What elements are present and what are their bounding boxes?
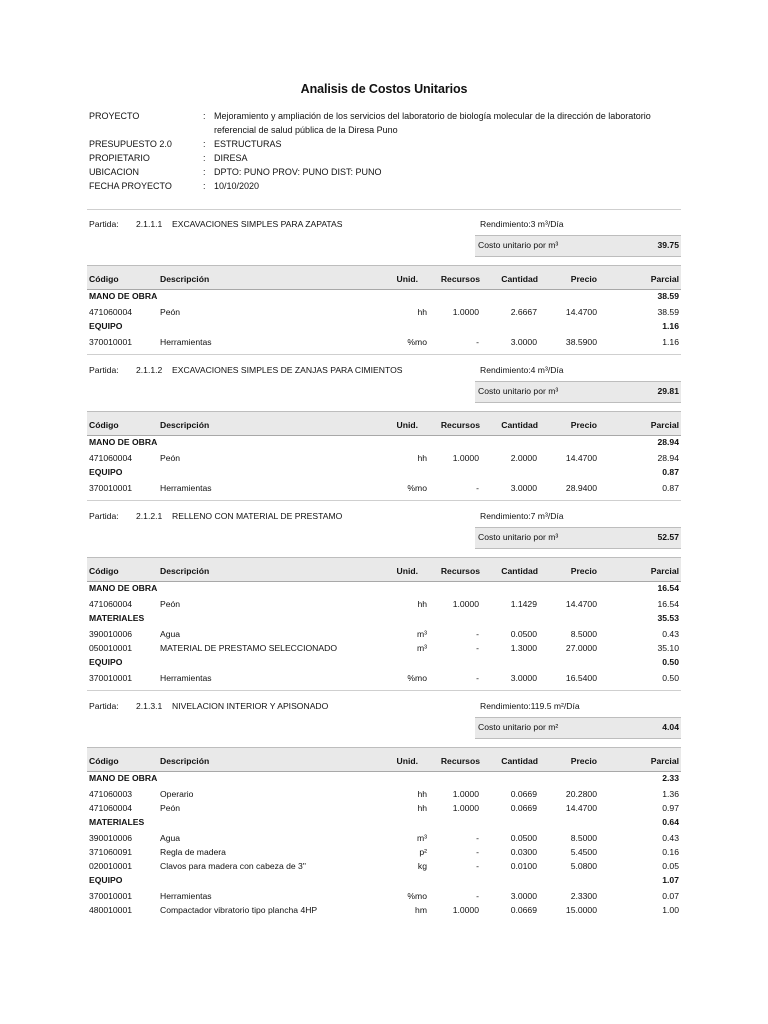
partida-label: Partida:	[89, 365, 119, 375]
partida-description: RELLENO CON MATERIAL DE PRESTAMO	[172, 511, 343, 521]
costo-unitario-value: 39.75	[657, 240, 679, 250]
cell-precio: 20.2800	[565, 789, 597, 799]
cell-recursos: -	[476, 891, 479, 901]
section-divider	[87, 500, 681, 501]
table-row	[87, 905, 681, 919]
cell-precio: 5.0800	[570, 861, 597, 871]
group-parcial: 2.33	[662, 773, 679, 783]
cell-unid: hh	[417, 599, 427, 609]
table-row	[87, 789, 681, 803]
col-codigo-header: Código	[89, 420, 119, 430]
rendimiento: Rendimiento:3 m³/Día	[480, 219, 564, 229]
group-label: MANO DE OBRA	[89, 773, 158, 783]
cell-codigo: 020010001	[89, 861, 133, 871]
cell-unid: p²	[419, 847, 427, 857]
table-row	[87, 803, 681, 817]
costo-unitario-label: Costo unitario por m³	[478, 240, 559, 250]
cell-codigo: 050010001	[89, 643, 133, 653]
cell-descripcion: Peón	[160, 307, 181, 317]
partida-code: 2.1.1.2	[136, 365, 163, 375]
section-divider	[87, 354, 681, 355]
col-parcial-header: Parcial	[650, 756, 679, 766]
cell-unid: m³	[416, 643, 427, 653]
col-recursos-header: Recursos	[440, 420, 480, 430]
rendimiento: Rendimiento:7 m³/Día	[480, 511, 564, 521]
cell-cantidad: 1.1429	[510, 599, 537, 609]
group-parcial: 38.59	[657, 291, 679, 301]
cell-unid: %mo	[407, 673, 427, 683]
cell-parcial: 0.43	[662, 833, 679, 843]
cell-recursos: 1.0000	[452, 599, 479, 609]
header-separator: :	[203, 181, 206, 191]
partida-label: Partida:	[89, 219, 119, 229]
cell-unid: hh	[417, 803, 427, 813]
cell-precio: 2.3300	[570, 891, 597, 901]
header-value: Mejoramiento y ampliación de los servicios del laboratorio de biología molecular de la dirección de laboratorio	[214, 111, 651, 121]
cell-descripcion: Clavos para madera con cabeza de 3"	[160, 861, 306, 871]
cell-precio: 8.5000	[570, 833, 597, 843]
cell-descripcion: Herramientas	[160, 337, 212, 347]
group-parcial: 28.94	[657, 437, 679, 447]
cell-parcial: 0.05	[662, 861, 679, 871]
cell-codigo: 371060091	[89, 847, 133, 857]
cell-unid: hh	[417, 453, 427, 463]
group-label: EQUIPO	[89, 321, 123, 331]
partida-label: Partida:	[89, 701, 119, 711]
col-descripcion-header: Descripción	[160, 274, 210, 284]
group-row	[87, 657, 681, 671]
group-parcial: 16.54	[657, 583, 679, 593]
cell-recursos: -	[476, 861, 479, 871]
cell-cantidad: 3.0000	[510, 337, 537, 347]
partida-description: EXCAVACIONES SIMPLES DE ZANJAS PARA CIMIENTOS	[172, 365, 403, 375]
header-separator: :	[203, 139, 206, 149]
cell-unid: hh	[417, 307, 427, 317]
cell-descripcion: Peón	[160, 803, 181, 813]
col-unid-header: Unid.	[396, 756, 418, 766]
cell-cantidad: 2.0000	[510, 453, 537, 463]
header-separator: :	[203, 111, 206, 121]
group-parcial: 0.87	[662, 467, 679, 477]
cell-recursos: -	[476, 673, 479, 683]
group-label: MATERIALES	[89, 613, 145, 623]
cell-descripcion: Herramientas	[160, 673, 212, 683]
col-recursos-header: Recursos	[440, 274, 480, 284]
cell-codigo: 471060003	[89, 789, 133, 799]
cell-codigo: 390010006	[89, 629, 133, 639]
cell-parcial: 1.16	[662, 337, 679, 347]
costo-unitario-value: 29.81	[657, 386, 679, 396]
costo-unitario-box	[475, 527, 681, 549]
cell-precio: 16.5400	[565, 673, 597, 683]
col-unid-header: Unid.	[396, 274, 418, 284]
table-row	[87, 847, 681, 861]
group-label: EQUIPO	[89, 657, 123, 667]
header-label: UBICACION	[89, 167, 140, 177]
cell-recursos: -	[476, 483, 479, 493]
cell-parcial: 16.54	[657, 599, 679, 609]
header-row	[89, 109, 689, 137]
partida-code: 2.1.2.1	[136, 511, 163, 521]
cell-recursos: -	[476, 629, 479, 639]
cell-cantidad: 3.0000	[510, 483, 537, 493]
header-value: ESTRUCTURAS	[214, 139, 282, 149]
group-label: EQUIPO	[89, 467, 123, 477]
col-precio-header: Precio	[570, 420, 597, 430]
group-row	[87, 583, 681, 597]
table-row	[87, 599, 681, 613]
col-recursos-header: Recursos	[440, 756, 480, 766]
cell-unid: hh	[417, 789, 427, 799]
cell-unid: kg	[417, 861, 427, 871]
cell-recursos: 1.0000	[452, 453, 479, 463]
header-value: DIRESA	[214, 153, 248, 163]
cell-unid: hm	[415, 905, 427, 915]
cell-parcial: 28.94	[657, 453, 679, 463]
cell-precio: 15.0000	[565, 905, 597, 915]
cell-cantidad: 0.0669	[510, 789, 537, 799]
header-row	[89, 165, 689, 179]
cell-recursos: -	[476, 847, 479, 857]
cell-recursos: 1.0000	[452, 789, 479, 799]
cell-parcial: 0.50	[662, 673, 679, 683]
header-label: FECHA PROYECTO	[89, 181, 172, 191]
col-precio-header: Precio	[570, 274, 597, 284]
cell-codigo: 471060004	[89, 599, 133, 609]
cell-codigo: 370010001	[89, 337, 133, 347]
cell-unid: %mo	[407, 891, 427, 901]
col-descripcion-header: Descripción	[160, 420, 210, 430]
header-value: referencial de salud pública de la Diresa Puno	[214, 125, 398, 135]
cell-precio: 27.0000	[565, 643, 597, 653]
project-header	[89, 109, 689, 193]
col-precio-header: Precio	[570, 566, 597, 576]
costo-unitario-value: 4.04	[662, 722, 679, 732]
section-divider	[87, 690, 681, 691]
cell-cantidad: 1.3000	[510, 643, 537, 653]
partida-label: Partida:	[89, 511, 119, 521]
header-row	[89, 151, 689, 165]
table-row	[87, 629, 681, 643]
cell-descripcion: Agua	[160, 833, 181, 843]
cell-precio: 5.4500	[570, 847, 597, 857]
costo-unitario-label: Costo unitario por m³	[478, 386, 559, 396]
cell-precio: 38.5900	[565, 337, 597, 347]
costo-unitario-box	[475, 717, 681, 739]
table-header	[87, 747, 681, 772]
table-row	[87, 453, 681, 467]
table-row	[87, 861, 681, 875]
cell-cantidad: 0.0100	[510, 861, 537, 871]
header-label: PROYECTO	[89, 111, 140, 121]
group-row	[87, 773, 681, 787]
cell-parcial: 38.59	[657, 307, 679, 317]
cell-recursos: -	[476, 833, 479, 843]
cell-parcial: 0.43	[662, 629, 679, 639]
cell-codigo: 390010006	[89, 833, 133, 843]
cell-unid: m³	[416, 629, 427, 639]
col-recursos-header: Recursos	[440, 566, 480, 576]
partida-description: EXCAVACIONES SIMPLES PARA ZAPATAS	[172, 219, 343, 229]
cell-parcial: 0.87	[662, 483, 679, 493]
cell-descripcion: Herramientas	[160, 891, 212, 901]
col-cantidad-header: Cantidad	[501, 420, 538, 430]
cell-precio: 28.9400	[565, 483, 597, 493]
col-unid-header: Unid.	[396, 566, 418, 576]
cell-cantidad: 3.0000	[510, 673, 537, 683]
group-label: EQUIPO	[89, 875, 123, 885]
group-parcial: 1.07	[662, 875, 679, 885]
cell-precio: 8.5000	[570, 629, 597, 639]
group-row	[87, 321, 681, 335]
cell-codigo: 370010001	[89, 483, 133, 493]
header-label: PRESUPUESTO 2.0	[89, 139, 172, 149]
table-row	[87, 673, 681, 687]
group-parcial: 1.16	[662, 321, 679, 331]
cell-parcial: 1.00	[662, 905, 679, 915]
col-unid-header: Unid.	[396, 420, 418, 430]
group-parcial: 0.50	[662, 657, 679, 667]
cell-precio: 14.4700	[565, 803, 597, 813]
cell-codigo: 471060004	[89, 453, 133, 463]
cell-cantidad: 2.6667	[510, 307, 537, 317]
table-row	[87, 337, 681, 351]
cell-unid: m³	[416, 833, 427, 843]
group-label: MANO DE OBRA	[89, 437, 158, 447]
costo-unitario-label: Costo unitario por m²	[478, 722, 559, 732]
costo-unitario-box	[475, 381, 681, 403]
cell-cantidad: 0.0500	[510, 629, 537, 639]
cell-cantidad: 0.0300	[510, 847, 537, 857]
col-codigo-header: Código	[89, 756, 119, 766]
cell-descripcion: Operario	[160, 789, 194, 799]
table-header	[87, 411, 681, 436]
cell-recursos: 1.0000	[452, 905, 479, 915]
table-row	[87, 833, 681, 847]
cell-recursos: 1.0000	[452, 803, 479, 813]
cell-descripcion: Herramientas	[160, 483, 212, 493]
cell-precio: 14.4700	[565, 453, 597, 463]
cell-unid: %mo	[407, 483, 427, 493]
document-title: Analisis de Costos Unitarios	[300, 82, 468, 96]
col-cantidad-header: Cantidad	[501, 274, 538, 284]
cell-codigo: 370010001	[89, 673, 133, 683]
table-row	[87, 643, 681, 657]
col-cantidad-header: Cantidad	[501, 756, 538, 766]
cell-codigo: 471060004	[89, 803, 133, 813]
cell-recursos: -	[476, 643, 479, 653]
group-row	[87, 817, 681, 831]
group-row	[87, 613, 681, 627]
col-parcial-header: Parcial	[650, 566, 679, 576]
table-row	[87, 307, 681, 321]
col-descripcion-header: Descripción	[160, 756, 210, 766]
group-parcial: 0.64	[662, 817, 679, 827]
table-header	[87, 557, 681, 582]
partida-description: NIVELACION INTERIOR Y APISONADO	[172, 701, 329, 711]
cell-cantidad: 0.0500	[510, 833, 537, 843]
group-row	[87, 467, 681, 481]
header-separator: :	[203, 153, 206, 163]
cell-cantidad: 3.0000	[510, 891, 537, 901]
cell-descripcion: Compactador vibratorio tipo plancha 4HP	[160, 905, 318, 915]
group-parcial: 35.53	[657, 613, 679, 623]
group-label: MANO DE OBRA	[89, 583, 158, 593]
group-label: MATERIALES	[89, 817, 145, 827]
col-parcial-header: Parcial	[650, 274, 679, 284]
col-codigo-header: Código	[89, 566, 119, 576]
cell-codigo: 480010001	[89, 905, 133, 915]
cell-recursos: 1.0000	[452, 307, 479, 317]
group-row	[87, 291, 681, 305]
cell-parcial: 1.36	[662, 789, 679, 799]
cell-parcial: 0.16	[662, 847, 679, 857]
cell-codigo: 370010001	[89, 891, 133, 901]
cell-precio: 14.4700	[565, 599, 597, 609]
table-header	[87, 265, 681, 290]
table-row	[87, 891, 681, 905]
cell-precio: 14.4700	[565, 307, 597, 317]
cell-parcial: 0.07	[662, 891, 679, 901]
cell-parcial: 35.10	[657, 643, 679, 653]
header-value: 10/10/2020	[214, 181, 260, 191]
cell-codigo: 471060004	[89, 307, 133, 317]
cell-recursos: -	[476, 337, 479, 347]
group-label: MANO DE OBRA	[89, 291, 158, 301]
cell-cantidad: 0.0669	[510, 803, 537, 813]
cell-cantidad: 0.0669	[510, 905, 537, 915]
header-value: DPTO: PUNO PROV: PUNO DIST: PUNO	[214, 167, 382, 177]
col-parcial-header: Parcial	[650, 420, 679, 430]
partida-code: 2.1.3.1	[136, 701, 163, 711]
costo-unitario-box	[475, 235, 681, 257]
header-row	[89, 137, 689, 151]
cell-descripcion: MATERIAL DE PRESTAMO SELECCIONADO	[160, 643, 337, 653]
costo-unitario-value: 52.57	[657, 532, 679, 542]
col-descripcion-header: Descripción	[160, 566, 210, 576]
rendimiento: Rendimiento:119.5 m²/Día	[480, 701, 580, 711]
header-divider	[87, 209, 681, 210]
cell-unid: %mo	[407, 337, 427, 347]
table-row	[87, 483, 681, 497]
col-precio-header: Precio	[570, 756, 597, 766]
group-row	[87, 875, 681, 889]
col-codigo-header: Código	[89, 274, 119, 284]
cell-descripcion: Peón	[160, 599, 181, 609]
cell-descripcion: Peón	[160, 453, 181, 463]
rendimiento: Rendimiento:4 m³/Día	[480, 365, 564, 375]
group-row	[87, 437, 681, 451]
costo-unitario-label: Costo unitario por m³	[478, 532, 559, 542]
cell-descripcion: Regla de madera	[160, 847, 226, 857]
header-separator: :	[203, 167, 206, 177]
cell-descripcion: Agua	[160, 629, 181, 639]
header-row	[89, 179, 689, 193]
header-label: PROPIETARIO	[89, 153, 150, 163]
cell-parcial: 0.97	[662, 803, 679, 813]
partida-code: 2.1.1.1	[136, 219, 163, 229]
col-cantidad-header: Cantidad	[501, 566, 538, 576]
